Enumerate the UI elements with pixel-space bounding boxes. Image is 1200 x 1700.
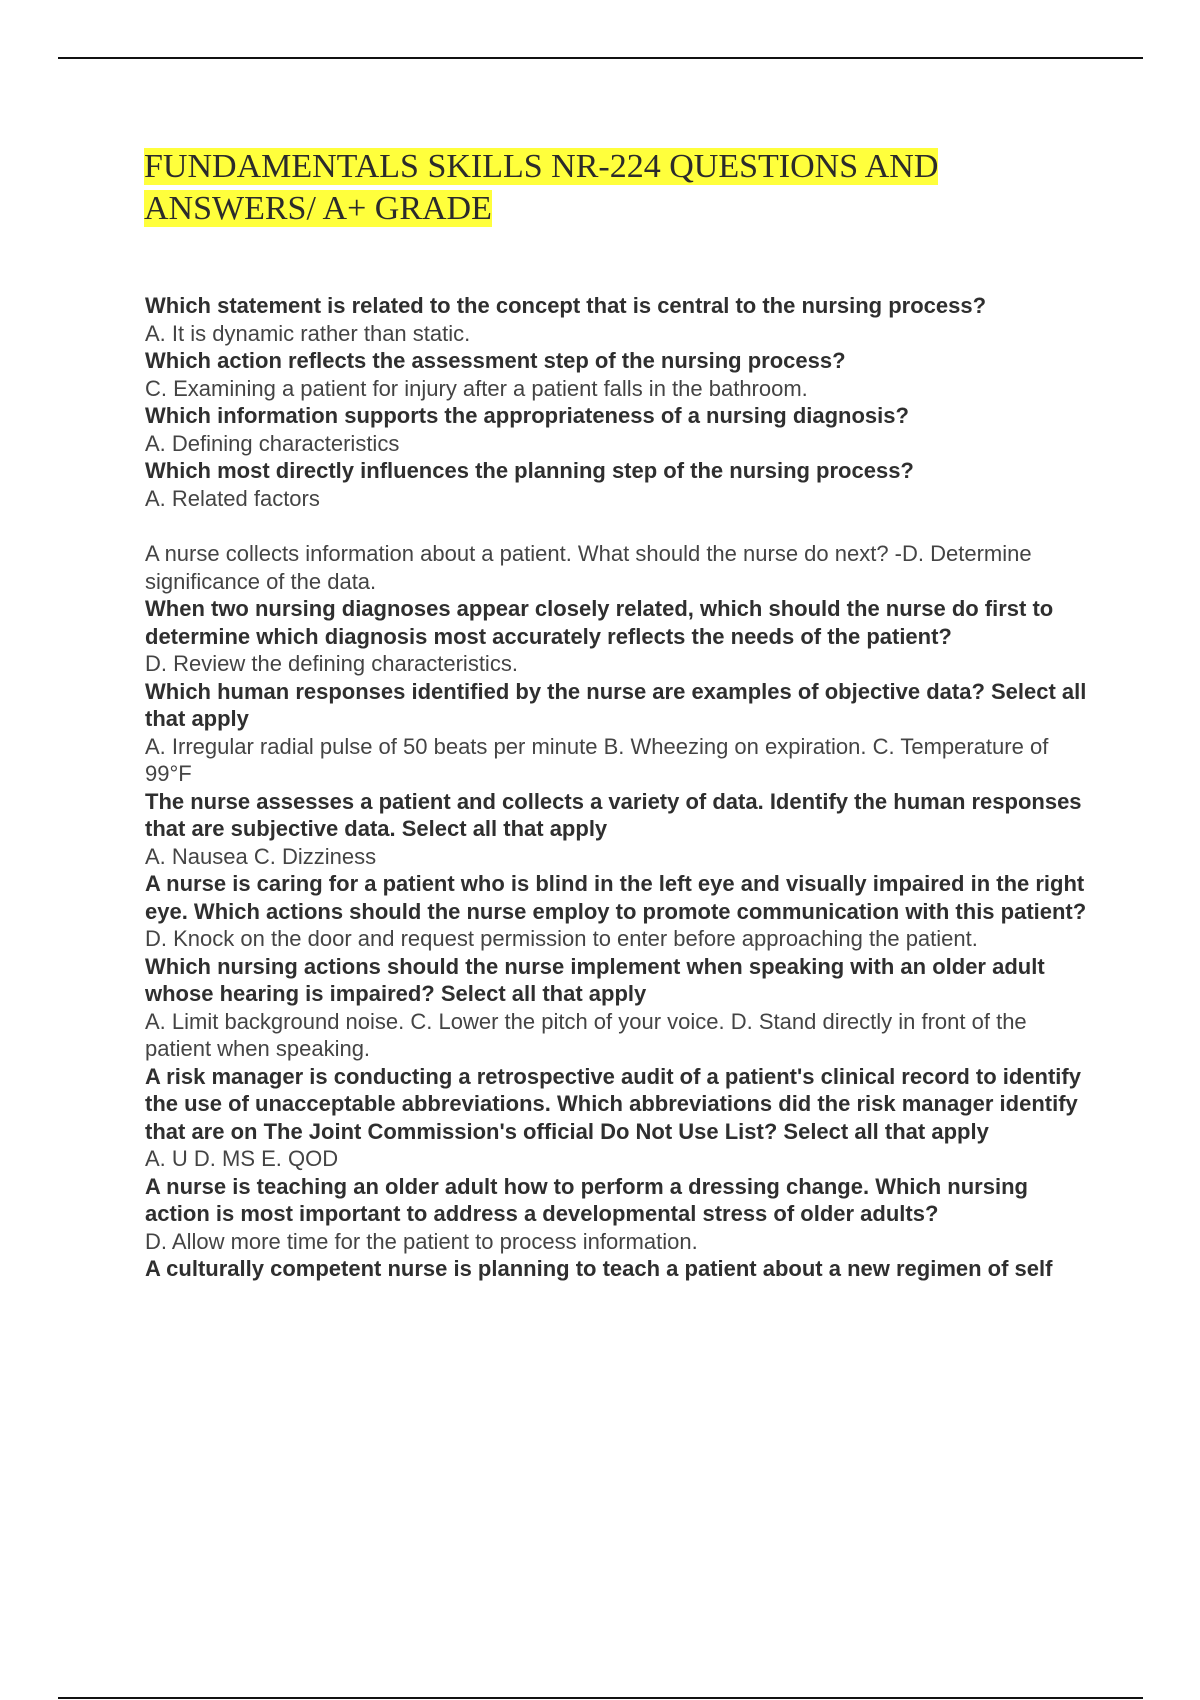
question: Which information supports the appropriateness of a nursing diagnosis? <box>145 403 909 428</box>
answer: C. Examining a patient for injury after a patient falls in the bathroom. <box>145 375 808 401</box>
answer: A. Nausea C. Dizziness <box>145 843 377 869</box>
answer: A. Irregular radial pulse of 50 beats per minute B. Wheezing on expiration. C. Temperature of 99°F <box>145 733 1049 786</box>
question: A risk manager is conducting a retrospective audit of a patient's clinical record to identify the use of unacceptable abbreviations. Which abbreviations did the risk manager identify that are on The Joint Commission's official Do Not Use List? Select all that apply <box>145 1063 1081 1144</box>
answer: A. Related factors <box>145 485 320 511</box>
answer: A. U D. MS E. QOD <box>145 1146 339 1171</box>
answer: A. Defining characteristics <box>145 430 400 456</box>
question: Which nursing actions should the nurse implement when speaking with an older adult whose hearing is impaired? Select all that apply <box>145 953 1045 1006</box>
question: Which most directly influences the planning step of the nursing process? <box>145 458 914 483</box>
answer: A. It is dynamic rather than static. <box>145 320 471 346</box>
question: Which action reflects the assessment step of the nursing process? <box>145 348 846 373</box>
question: A nurse is caring for a patient who is blind in the left eye and visually impaired in the right eye. Which actions should the nurse employ to promote communication with this patient? <box>145 871 1087 924</box>
question: A culturally competent nurse is planning to teach a patient about a new regimen of self <box>145 1256 1053 1281</box>
question: Which statement is related to the concept that is central to the nursing process? <box>145 293 987 318</box>
answer: D. Knock on the door and request permission to enter before approaching the patient. <box>145 926 978 951</box>
title-highlight: FUNDAMENTALS SKILLS NR-224 QUESTIONS AND ANSWERS/ A+ GRADE <box>144 148 939 227</box>
qa-content <box>145 292 1090 1283</box>
answer: D. Allow more time for the patient to process information. <box>145 1228 698 1254</box>
document-title <box>144 146 1064 230</box>
question: A nurse is teaching an older adult how to perform a dressing change. Which nursing action is most important to address a developmental stress of older adults? <box>145 1173 1028 1226</box>
plain-question-answer: A nurse collects information about a patient. What should the nurse do next? -D. Determine significance of the data. <box>145 541 1032 594</box>
question: Which human responses identified by the nurse are examples of objective data? Select all that apply <box>145 678 1087 731</box>
top-rule <box>58 57 1143 59</box>
spacer <box>145 512 1090 540</box>
question: When two nursing diagnoses appear closely related, which should the nurse do first to determine which diagnosis most accurately reflects the needs of the patient? <box>145 596 1054 649</box>
answer: D. Review the defining characteristics. <box>145 651 518 676</box>
answer: A. Limit background noise. C. Lower the pitch of your voice. D. Stand directly in front of the patient when speaking. <box>145 1008 1027 1061</box>
bottom-rule <box>58 1697 1143 1699</box>
question: The nurse assesses a patient and collects a variety of data. Identify the human responses that are subjective data. Select all that apply <box>145 788 1082 841</box>
